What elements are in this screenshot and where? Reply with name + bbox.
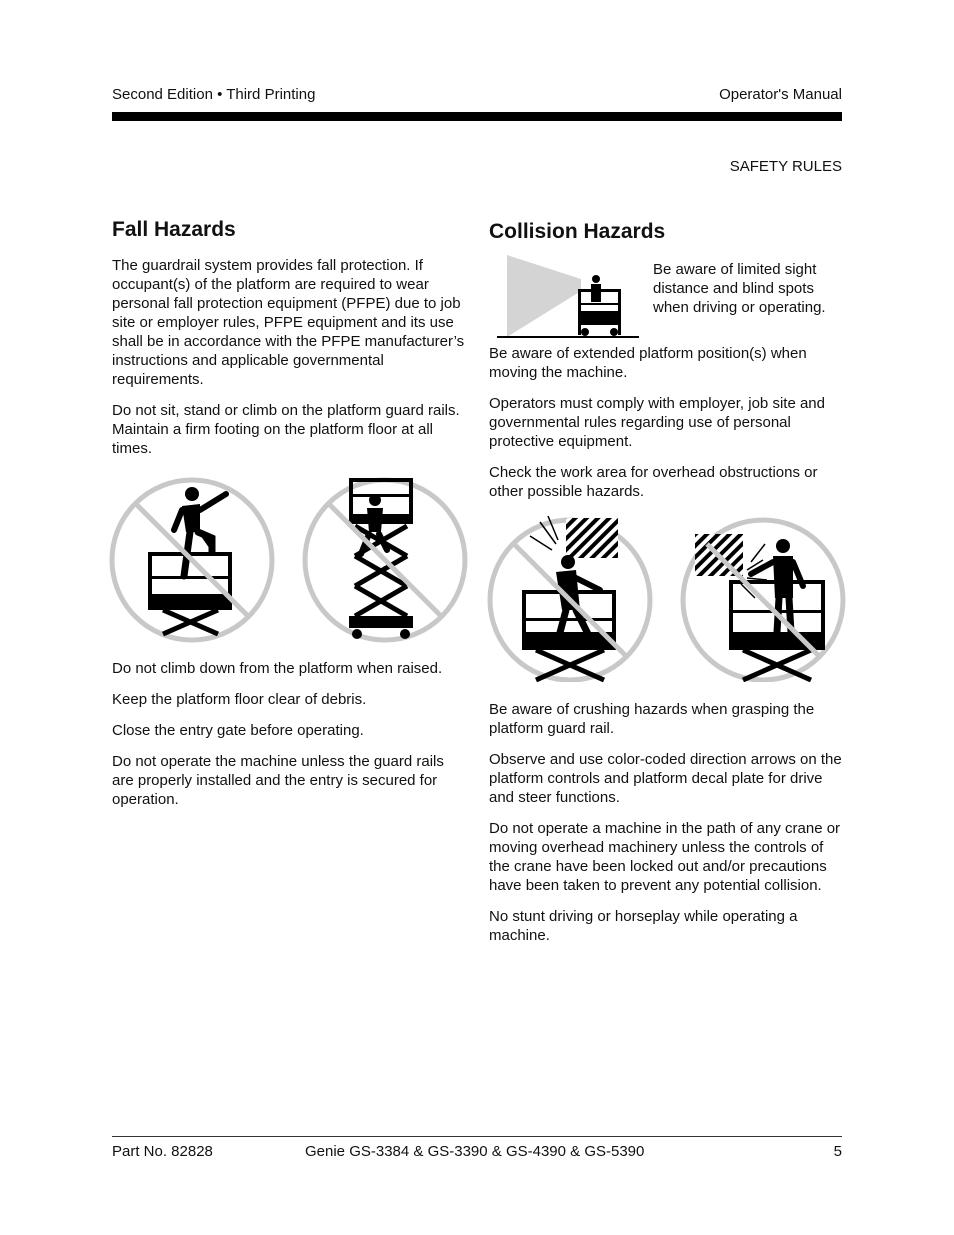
fall-hazards-column	[112, 220, 466, 470]
collision-paragraphs-bottom	[489, 700, 842, 957]
no-climbing-guardrail-illustration	[108, 476, 276, 644]
fall-paragraph-footing: Do not sit, stand or climb on the platform guard rails. Maintain a firm footing on the platform floor at all times.	[112, 402, 460, 457]
header-rule	[112, 112, 842, 121]
footer-page-number: 5	[833, 1143, 842, 1160]
fall-rules-list	[112, 659, 466, 821]
collision-paragraph: Operators must comply with employer, job site and governmental rules regarding use of personal protective equipment.	[489, 395, 825, 450]
footer-model: Genie GS-3384 & GS-3390 & GS-4390 & GS-5390	[305, 1143, 645, 1160]
fall-rule: Do not climb down from the platform when raised.	[112, 660, 443, 677]
fall-rule: Keep the platform floor clear of debris.	[112, 691, 367, 708]
collision-paragraph: Be aware of extended platform position(s) when moving the machine.	[489, 345, 807, 381]
collision-hazards-title-wrap	[489, 220, 665, 244]
collision-paragraph: Observe and use color-coded direction arrows on the platform controls and platform decal plate for drive and steer functions.	[489, 751, 842, 806]
collision-hazards-title: Collision Hazards	[489, 220, 666, 243]
section-label: SAFETY RULES	[729, 158, 842, 175]
fall-hazards-title: Fall Hazards	[112, 218, 236, 241]
no-climbing-down-illustration	[301, 476, 469, 644]
blind-spot-illustration	[497, 253, 639, 339]
collision-paragraph: No stunt driving or horseplay while operating a machine.	[489, 908, 798, 944]
fall-rule: Do not operate the machine unless the guard rails are properly installed and the entry is secured for operation.	[112, 753, 444, 808]
collision-paragraph: Be aware of crushing hazards when grasping the platform guard rail.	[489, 701, 815, 737]
header-edition: Second Edition • Third Printing	[112, 86, 316, 103]
footer-part-number: Part No. 82828	[112, 1143, 213, 1160]
hand-obstruction-illustration	[679, 514, 847, 682]
sight-distance-text: Be aware of limited sight distance and blind spots when driving or operating.	[653, 261, 826, 316]
collision-paragraphs-top	[489, 344, 842, 513]
footer-rule	[112, 1136, 842, 1137]
collision-paragraph: Do not operate a machine in the path of any crane or moving overhead machinery unless the controls of the crane have been locked out and/or precautions have been taken to prevent any potential collision.	[489, 820, 841, 894]
header-manual-title: Operator's Manual	[719, 86, 842, 103]
fall-paragraph-guardrail: The guardrail system provides fall protection. If occupant(s) of the platform are required to wear personal fall protection equipment (PFPE) due to job site or employer rules, PFPE equipment and its use shall be in accordance with the PFPE manufacturer’s instructions and applicable governmental requirements.	[112, 257, 465, 388]
fall-rule: Close the entry gate before operating.	[112, 722, 364, 739]
overhead-obstruction-illustration	[486, 514, 654, 682]
collision-paragraph: Check the work area for overhead obstructions or other possible hazards.	[489, 464, 818, 500]
